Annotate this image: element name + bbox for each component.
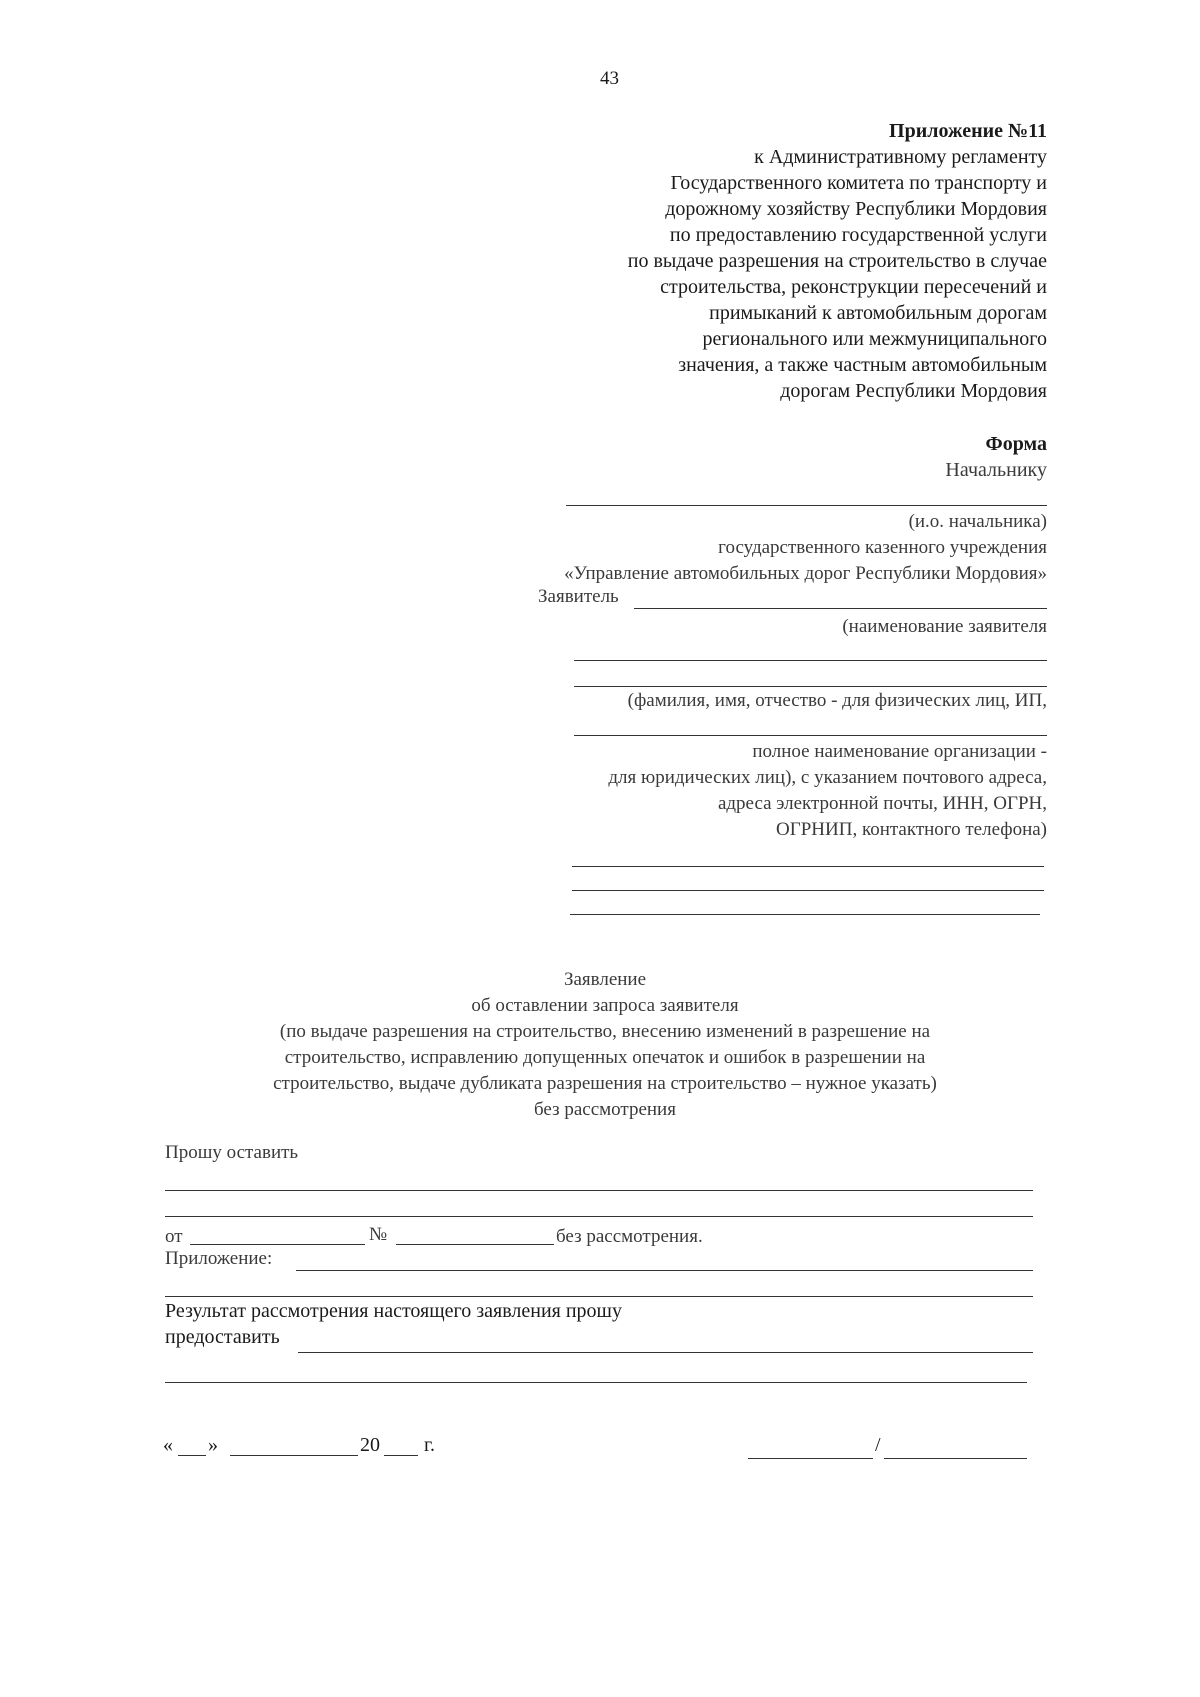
appendix-line: по предоставлению государственной услуги [669,224,1047,246]
appendix-line: значения, а также частным автомобильным [678,354,1047,376]
applicant-line[interactable] [574,735,1047,736]
applicant-line[interactable] [574,686,1047,687]
request-label: Прошу оставить [165,1142,299,1163]
org-hint: ОГРНИП, контактного телефона) [776,819,1047,840]
appendix-line: Государственного комитета по транспорту и [670,172,1047,194]
statement-subtitle: (по выдаче разрешения на строительство, внесению изменений в разрешение на [279,1021,931,1042]
applicant-hint: (наименование заявителя [842,616,1047,637]
date-month-line[interactable] [230,1455,358,1456]
result-provide-label: предоставить [165,1326,280,1348]
request-line[interactable] [165,1190,1033,1191]
page-number: 43 [600,68,619,89]
applicant-line[interactable] [572,890,1044,891]
appendix-line: дорожному хозяйству Республики Мордовия [665,198,1047,220]
date-day-line[interactable] [178,1455,206,1456]
date-close-quote: » [208,1434,218,1456]
statement-subtitle: об оставлении запроса заявителя [471,995,739,1016]
org-hint: полное наименование организации - [752,741,1047,762]
result-line[interactable] [165,1382,1027,1383]
org-hint: адреса электронной почты, ИНН, ОГРН, [717,793,1047,814]
appendix-line: дорогам Республики Мордовия [780,380,1047,402]
date-year-line[interactable] [384,1455,418,1456]
addressee-label: Начальнику [945,459,1047,481]
number-field-line[interactable] [396,1244,554,1245]
appendix-line: по выдаче разрешения на строительство в случае [627,250,1047,272]
applicant-line[interactable] [574,660,1047,661]
statement-subtitle: строительство, исправлению допущенных опечаток и ошибок в разрешении на [284,1047,926,1068]
statement-subtitle: без рассмотрения [534,1099,676,1120]
applicant-line[interactable] [634,608,1047,609]
head-hint: (и.о. начальника) [908,511,1047,532]
form-label: Форма [985,433,1047,455]
person-hint: (фамилия, имя, отчество - для физических лиц, ИП, [627,690,1047,711]
result-line[interactable] [298,1352,1033,1353]
number-label: № [369,1224,388,1245]
org-hint: для юридических лиц), с указанием почтового адреса, [608,767,1047,788]
institution-line: «Управление автомобильных дорог Республики Мордовия» [564,563,1047,584]
applicant-label: Заявитель [538,586,619,607]
attachment-label: Приложение: [165,1248,273,1269]
year-suffix: г. [424,1434,435,1456]
date-field-line[interactable] [190,1244,365,1245]
applicant-line[interactable] [570,914,1040,915]
appendix-line: регионального или межмуниципального [702,328,1047,350]
statement-subtitle: строительство, выдаче дубликата разрешения на строительство – нужное указать) [273,1073,937,1094]
head-name-line [566,505,1047,506]
appendix-line: строительства, реконструкции пересечений и [660,276,1047,298]
statement-title: Заявление [563,969,647,990]
signature-name-line[interactable] [884,1458,1027,1459]
result-label: Результат рассмотрения настоящего заявления прошу [165,1300,622,1322]
appendix-title: Приложение №11 [889,120,1047,142]
signature-line[interactable] [748,1458,873,1459]
request-line[interactable] [165,1216,1033,1217]
without-review-label: без рассмотрения. [556,1226,703,1247]
year-prefix: 20 [360,1434,380,1456]
applicant-line[interactable] [572,866,1044,867]
institution-line: государственного казенного учреждения [718,537,1047,558]
attachment-line[interactable] [165,1296,1033,1297]
attachment-line[interactable] [296,1270,1033,1271]
date-open-quote: « [163,1434,173,1456]
from-label: от [165,1226,183,1247]
appendix-line: примыканий к автомобильным дорогам [709,302,1047,324]
appendix-line: к Административному регламенту [754,146,1047,168]
signature-slash: / [875,1434,881,1456]
